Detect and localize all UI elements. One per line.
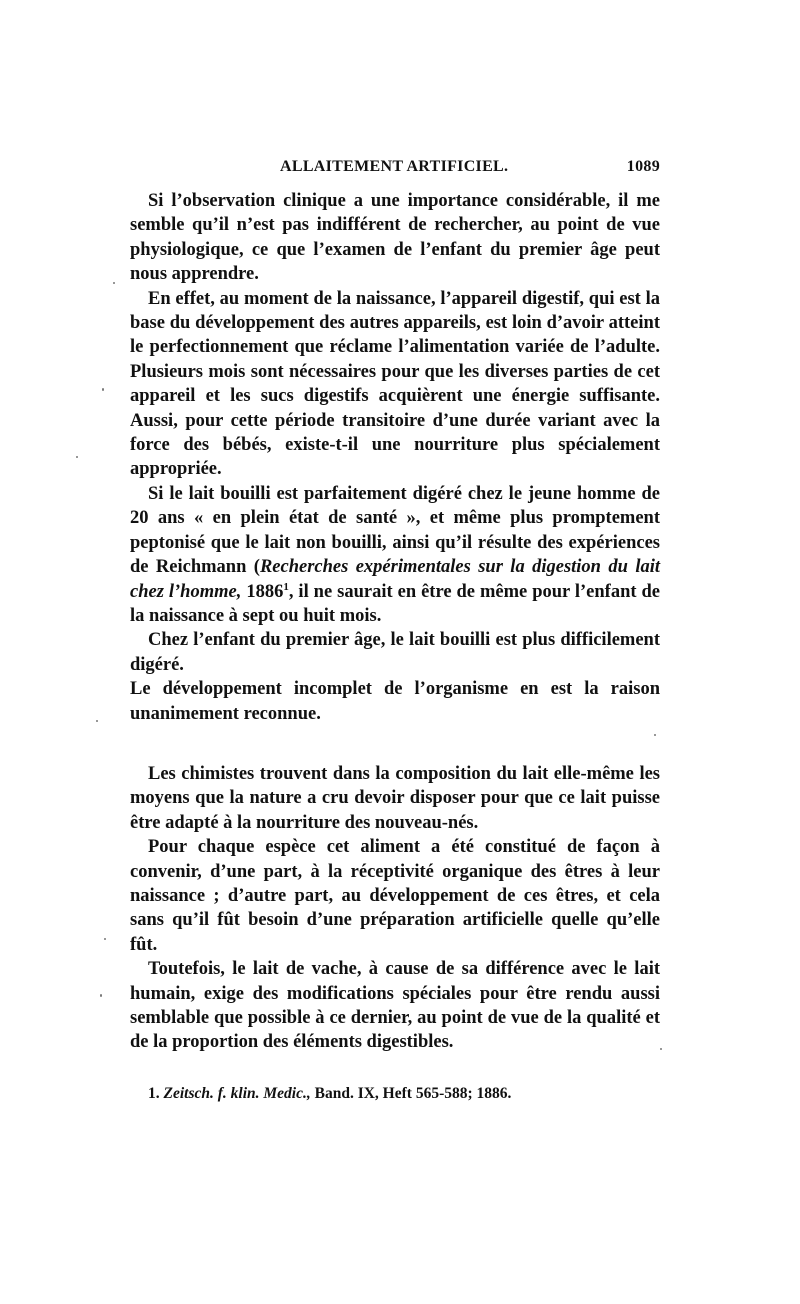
footnote-source: Zeitsch. f. klin. Medic., [163,1085,311,1102]
paragraph-premier-age: Chez l’enfant du premier âge, le lait bouilli est plus difficilement digéré. [130,630,660,675]
paragraph-espece: Pour chaque espèce cet aliment a été constitué de façon à convenir, d’une part, à la réceptivité organique des êtres à leur naissance ; d’autre part, au développement de ces êtres, et cela sans qu’il fût besoin d’une préparation artificielle quelle qu’elle fût. [130,837,660,955]
scan-speck [76,456,78,458]
paragraph-developpement: Le développement incomplet de l’organisme en est la raison unanimement reconnue. [130,679,660,724]
section-gap [130,726,660,762]
scan-speck [113,282,115,284]
paragraph-observation: Si l’observation clinique a une importance considérable, il me semble qu’il n’est pas indifférent de rechercher, au point de vue physiologique, ce que l’examen de l’enfant du premier âge peut nous apprendre. [130,191,660,285]
reichmann-year: 1886 [241,581,284,602]
running-title: ALLAITEMENT ARTIFICIEL. [280,158,509,175]
footnote-number: 1. [148,1085,160,1102]
scan-speck [100,994,102,997]
paragraph-naissance: En effet, au moment de la naissance, l’appareil digestif, qui est la base du développement des autres appareils, est loin d’avoir atteint le perfectionnement que réclame l’alimentation variée de l’adulte. Plusieurs mois sont nécessaires pour que les diverses parties de cet appareil et les sucs digestifs acquièrent une énergie suffisante. Aussi, pour cette période transitoire d’une durée variant avec la force des bébés, existe-t-il une nourriture plus spécialement appropriée. [130,288,660,480]
scan-speck [660,1048,662,1050]
scan-speck [104,938,106,940]
page-number: 1089 [626,158,660,175]
running-head [130,158,660,182]
reichmann-text-before: Si le lait bouilli est parfaitement digéré chez le jeune homme de 20 ans « en plein état de santé », et même plus promptement peptonisé que le lait non bouilli, ainsi qu’il résulte des expériences de Reichmann ( [130,483,660,578]
scan-speck [102,388,104,391]
paragraph-reichmann [130,482,660,628]
paragraph-chimistes: Les chimistes trouvent dans la composition du lait elle-même les moyens que la nature a cru devoir disposer pour que ce lait puisse être adapté à la nourriture des nouveau-nés. [130,763,660,833]
body-text [130,189,660,1055]
reichmann-citation-title: Recherches expérimentales sur la digestion du lait chez l’homme, [130,557,660,602]
footnote-reference: 1 [283,580,289,593]
scan-speck [96,720,98,722]
paragraph-lait-de-vache: Toutefois, le lait de vache, à cause de sa différence avec le lait humain, exige des modifications spéciales pour être rendu aussi semblable que possible à ce dernier, au point de vue de la qualité et de la proportion des éléments digestibles. [130,959,660,1053]
reichmann-text-after: , il ne saurait en être de même pour l’enfant de la naissance à sept ou huit mois. [130,581,661,626]
footnote-details: Band. IX, Heft 565-588; 1886. [314,1085,512,1102]
footnote [148,1084,668,1104]
scan-speck [654,734,656,736]
